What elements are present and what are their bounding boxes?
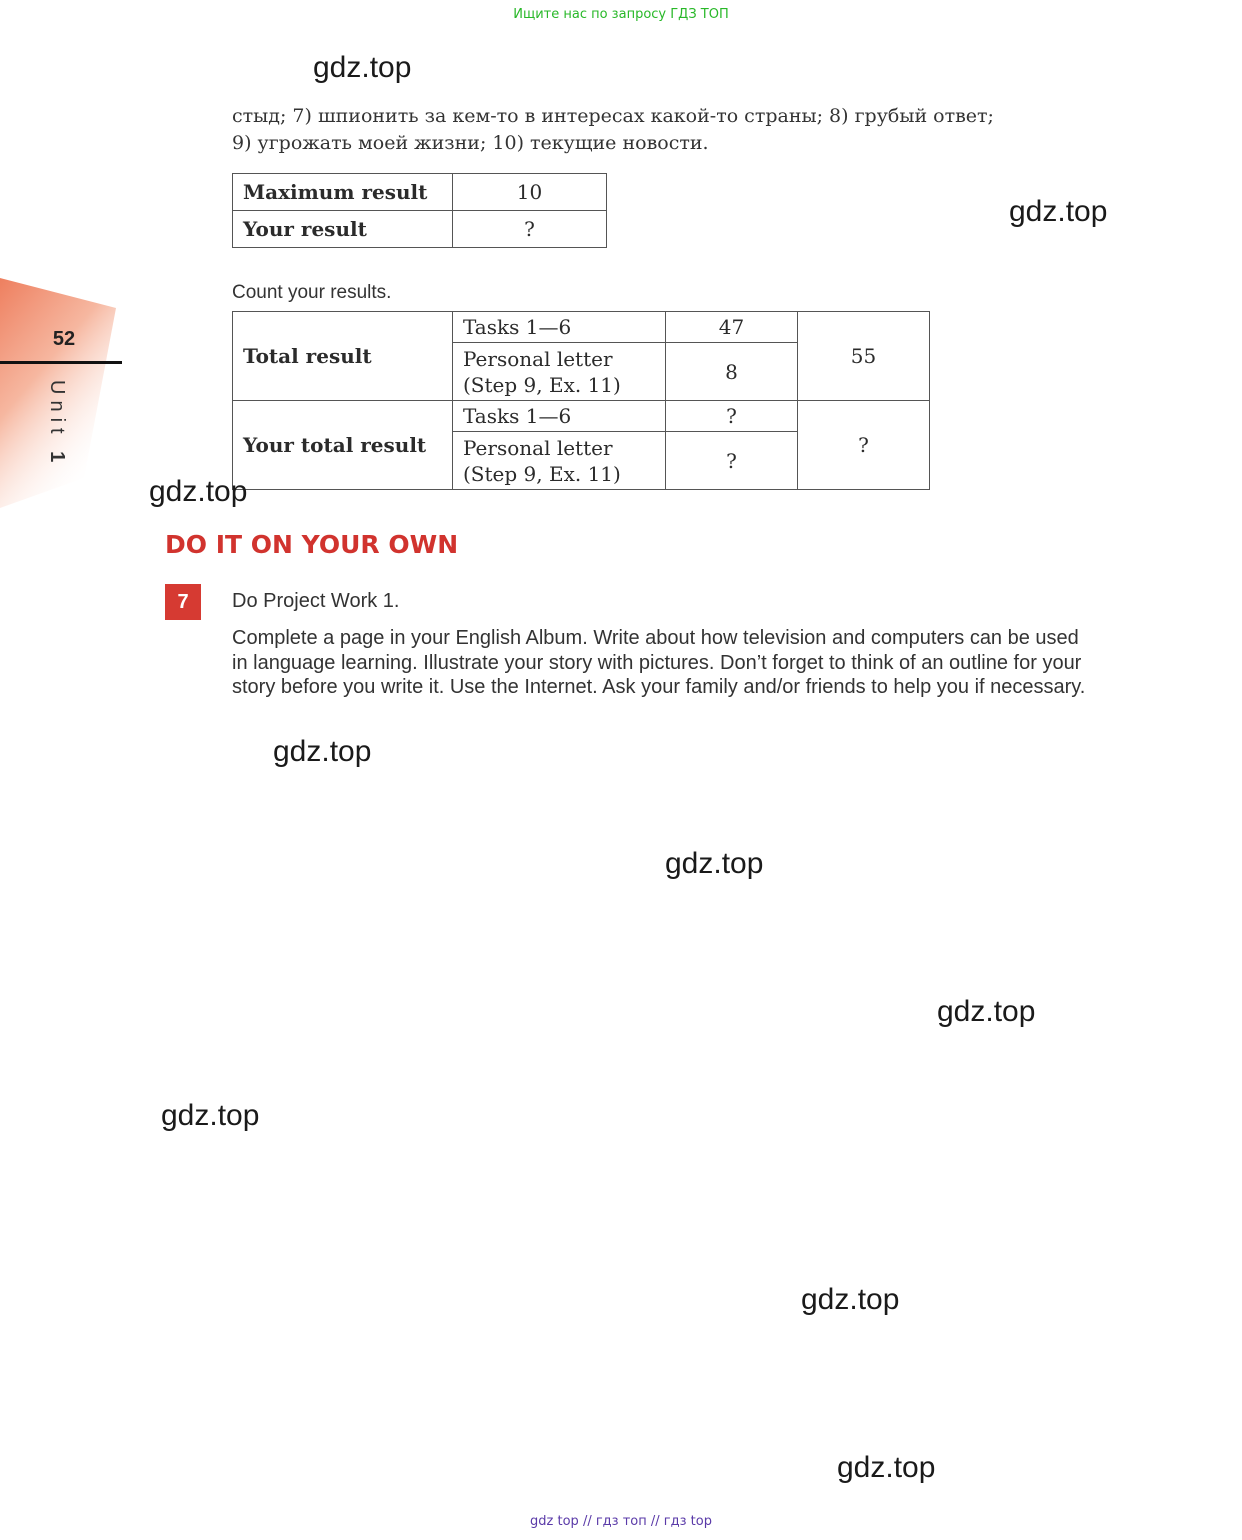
footer-link-2[interactable]: гдз топ xyxy=(595,1514,647,1529)
total-letter-line-2: (Step 9, Ex. 11) xyxy=(463,372,621,397)
maximum-result-label: Maximum result xyxy=(233,174,453,211)
watermark: gdz.top xyxy=(801,1283,900,1316)
footer-link-1[interactable]: gdz top xyxy=(530,1514,579,1529)
section-title: DO IT ON YOUR OWN xyxy=(165,530,459,559)
footer-links xyxy=(0,1514,1242,1529)
total-letter-line-1: Personal letter xyxy=(463,346,613,371)
result-table xyxy=(232,173,607,248)
russian-paragraph xyxy=(232,103,1092,157)
total-letter-label xyxy=(453,343,666,401)
total-sum-value: 55 xyxy=(798,312,930,401)
russian-line-1: стыд; 7) шпионить за кем-то в интересах какой-то страны; 8) грубый ответ; xyxy=(232,105,994,127)
total-tasks-value: 47 xyxy=(666,312,798,343)
watermark: gdz.top xyxy=(665,847,764,880)
task-body: Complete a page in your English Album. Write about how television and computers can be used in language learning. Illustrate your story with pictures. Don’t forget to think of an outline for your story before you write it. Use the Internet. Ask your family and/or friends to help you if necessary. xyxy=(232,627,1086,698)
page-number-rule xyxy=(0,361,122,364)
watermark: gdz.top xyxy=(149,475,248,508)
your-result-label: Your result xyxy=(233,211,453,248)
task-heading: Do Project Work 1. xyxy=(232,590,400,612)
your-letter-line-1: Personal letter xyxy=(463,435,613,460)
total-tasks-label: Tasks 1—6 xyxy=(453,312,666,343)
watermark: gdz.top xyxy=(313,51,412,84)
footer-separator: // xyxy=(582,1514,592,1529)
watermark: gdz.top xyxy=(837,1451,936,1484)
your-result-value: ? xyxy=(453,211,607,248)
russian-line-2: 9) угрожать моей жизни; 10) текущие новости. xyxy=(232,132,709,154)
unit-number: 1 xyxy=(46,451,68,469)
your-letter-value: ? xyxy=(666,432,798,490)
your-total-result-label: Your total result xyxy=(233,401,453,490)
your-tasks-label: Tasks 1—6 xyxy=(453,401,666,432)
footer-link-3[interactable]: гдз top xyxy=(663,1514,712,1529)
watermark: gdz.top xyxy=(161,1099,260,1132)
count-results-label: Count your results. xyxy=(232,282,392,303)
total-result-label: Total result xyxy=(233,312,453,401)
watermark: gdz.top xyxy=(937,995,1036,1028)
top-banner[interactable]: Ищите нас по запросу ГДЗ ТОП xyxy=(513,7,729,22)
your-tasks-value: ? xyxy=(666,401,798,432)
unit-label xyxy=(42,380,72,480)
total-letter-value: 8 xyxy=(666,343,798,401)
watermark: gdz.top xyxy=(273,735,372,768)
your-sum-value: ? xyxy=(798,401,930,490)
footer-separator: // xyxy=(650,1514,660,1529)
your-letter-line-2: (Step 9, Ex. 11) xyxy=(463,461,621,486)
task-number-badge: 7 xyxy=(165,584,201,620)
your-letter-label xyxy=(453,432,666,490)
page-number: 52 xyxy=(52,328,76,350)
watermark: gdz.top xyxy=(1009,195,1108,228)
unit-word: Unit xyxy=(46,380,68,440)
total-result-table xyxy=(232,311,930,490)
maximum-result-value: 10 xyxy=(453,174,607,211)
